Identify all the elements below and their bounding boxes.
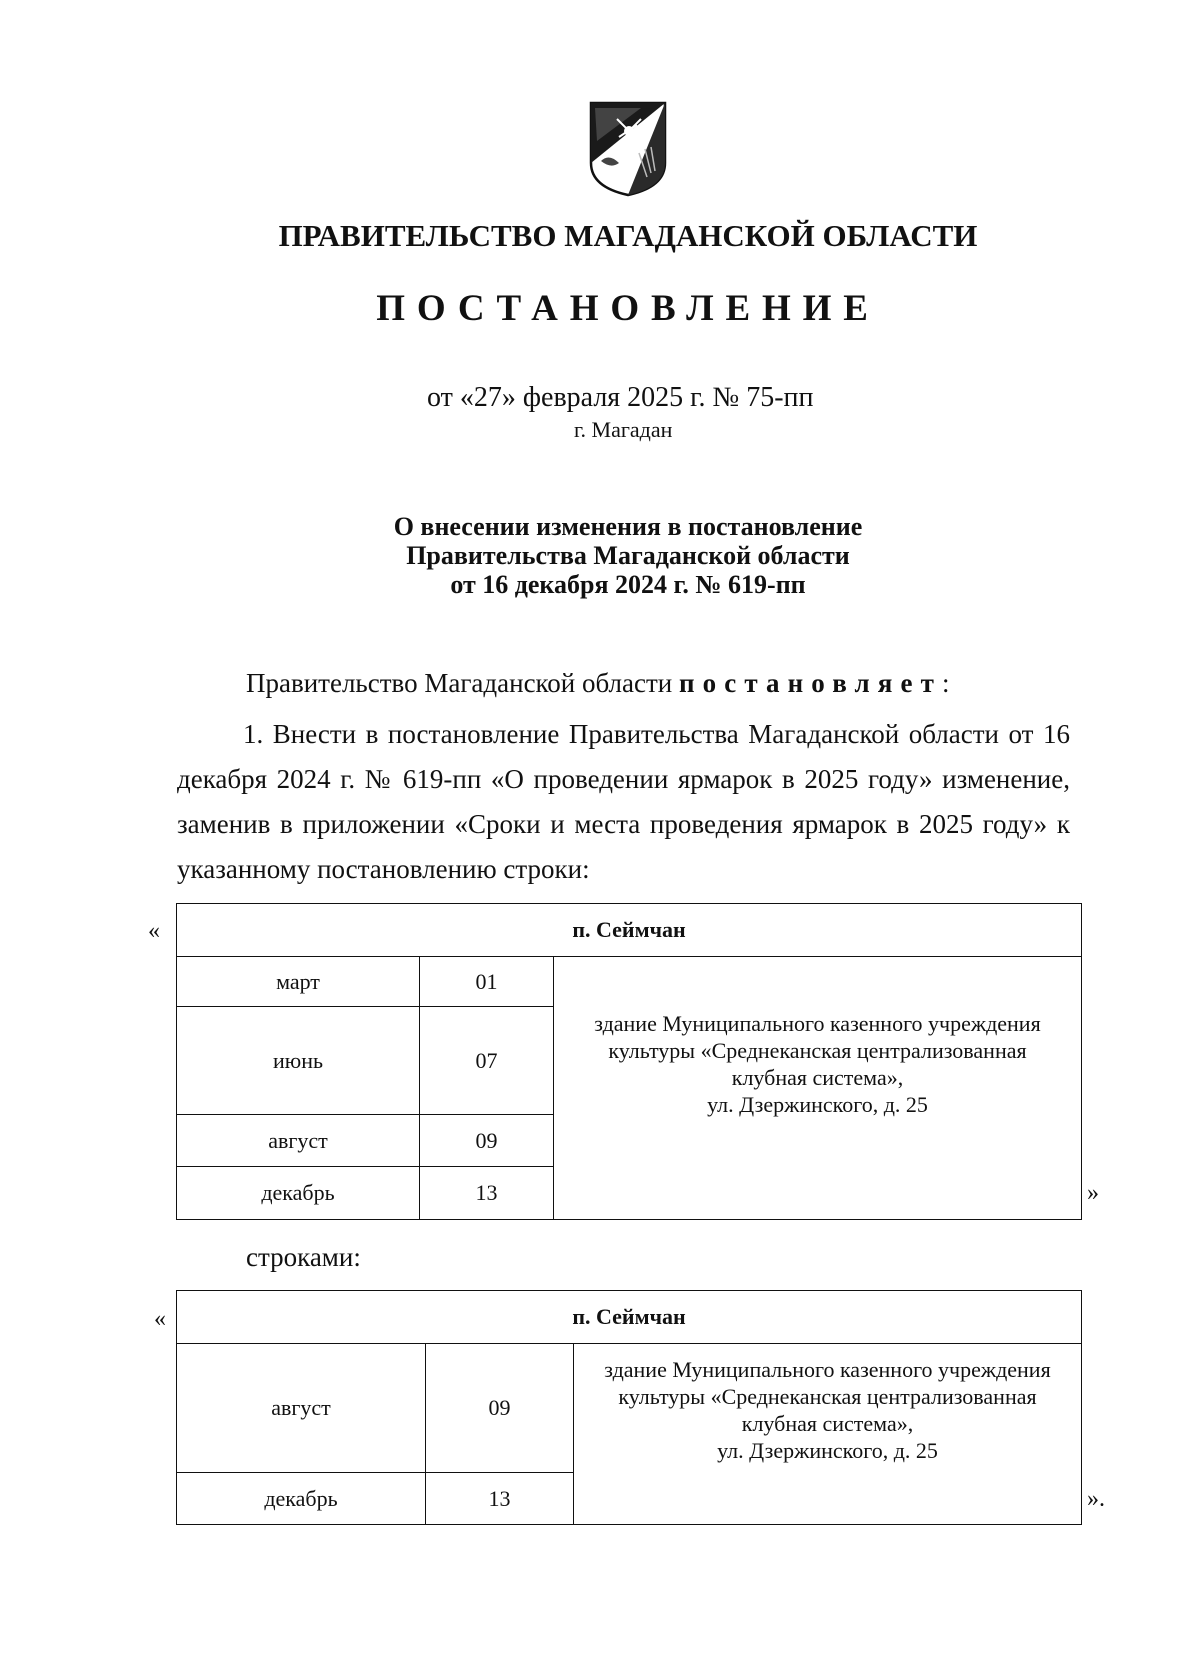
venue-line-3: клубная система»,: [741, 1411, 914, 1436]
coat-of-arms-icon: [589, 101, 667, 197]
document-type: ПОСТАНОВЛЕНИЕ: [376, 288, 880, 329]
intro-colon: :: [941, 668, 950, 698]
venue-line-1: здание Муниципального казенного учреждения: [604, 1357, 1051, 1382]
subject-line-2: Правительства Магаданской области: [406, 541, 850, 570]
table-old-open-quote: «: [148, 918, 160, 944]
schedule-table-new: [176, 1290, 1082, 1525]
intro-government: Правительство Магаданской области: [246, 668, 673, 698]
subject-line-1: О внесении изменения в постановление: [393, 512, 863, 541]
day-cell: 13: [426, 1473, 574, 1525]
month-cell: август: [177, 1115, 420, 1167]
venue-cell: [554, 957, 1082, 1220]
replace-with-label: строками:: [246, 1242, 361, 1272]
day-cell: 01: [420, 957, 554, 1007]
intro-resolves: постановляет: [679, 668, 942, 698]
day-cell: 09: [426, 1344, 574, 1473]
venue-line-4: ул. Дзержинского, д. 25: [717, 1438, 938, 1463]
month-cell: июнь: [177, 1007, 420, 1115]
government-title: ПРАВИТЕЛЬСТВО МАГАДАНСКОЙ ОБЛАСТИ: [278, 218, 978, 253]
day-cell: 09: [420, 1115, 554, 1167]
decree-date-number: от «27» февраля 2025 г. № 75-пп: [427, 382, 814, 413]
month-cell: август: [177, 1344, 426, 1473]
month-cell: декабрь: [177, 1167, 420, 1220]
decree-subject: [0, 512, 1200, 599]
table-new-close-quote: ».: [1087, 1486, 1105, 1512]
venue-line-2: культуры «Среднеканская централизованная: [608, 1038, 1027, 1063]
venue-line-3: клубная система»,: [731, 1065, 904, 1090]
day-cell: 07: [420, 1007, 554, 1115]
table-heading: п. Сеймчан: [177, 1291, 1082, 1344]
month-cell: март: [177, 957, 420, 1007]
venue-cell: [574, 1344, 1082, 1525]
decree-city: г. Магадан: [574, 417, 673, 442]
table-new-open-quote: «: [154, 1306, 166, 1332]
month-cell: декабрь: [177, 1473, 426, 1525]
table-old-close-quote: »: [1087, 1180, 1099, 1206]
subject-line-3: от 16 декабря 2024 г. № 619-пп: [450, 570, 806, 599]
venue-line-2: культуры «Среднеканская централизованная: [618, 1384, 1037, 1409]
schedule-table-old: [176, 903, 1082, 1220]
venue-line-4: ул. Дзержинского, д. 25: [707, 1092, 928, 1117]
day-cell: 13: [420, 1167, 554, 1220]
point-1-paragraph: 1. Внести в постановление Правительства Магаданской области от 16 декабря 2024 г. № 619-пп «О проведении ярмарок в 2025 году» изменение, заменив в приложении «Сроки и места проведения ярмарок в 2025 году» к указанному постановлению строки:: [177, 719, 1070, 884]
venue-line-1: здание Муниципального казенного учреждения: [594, 1011, 1041, 1036]
resolution-intro: [246, 668, 949, 699]
table-heading: п. Сеймчан: [177, 904, 1082, 957]
